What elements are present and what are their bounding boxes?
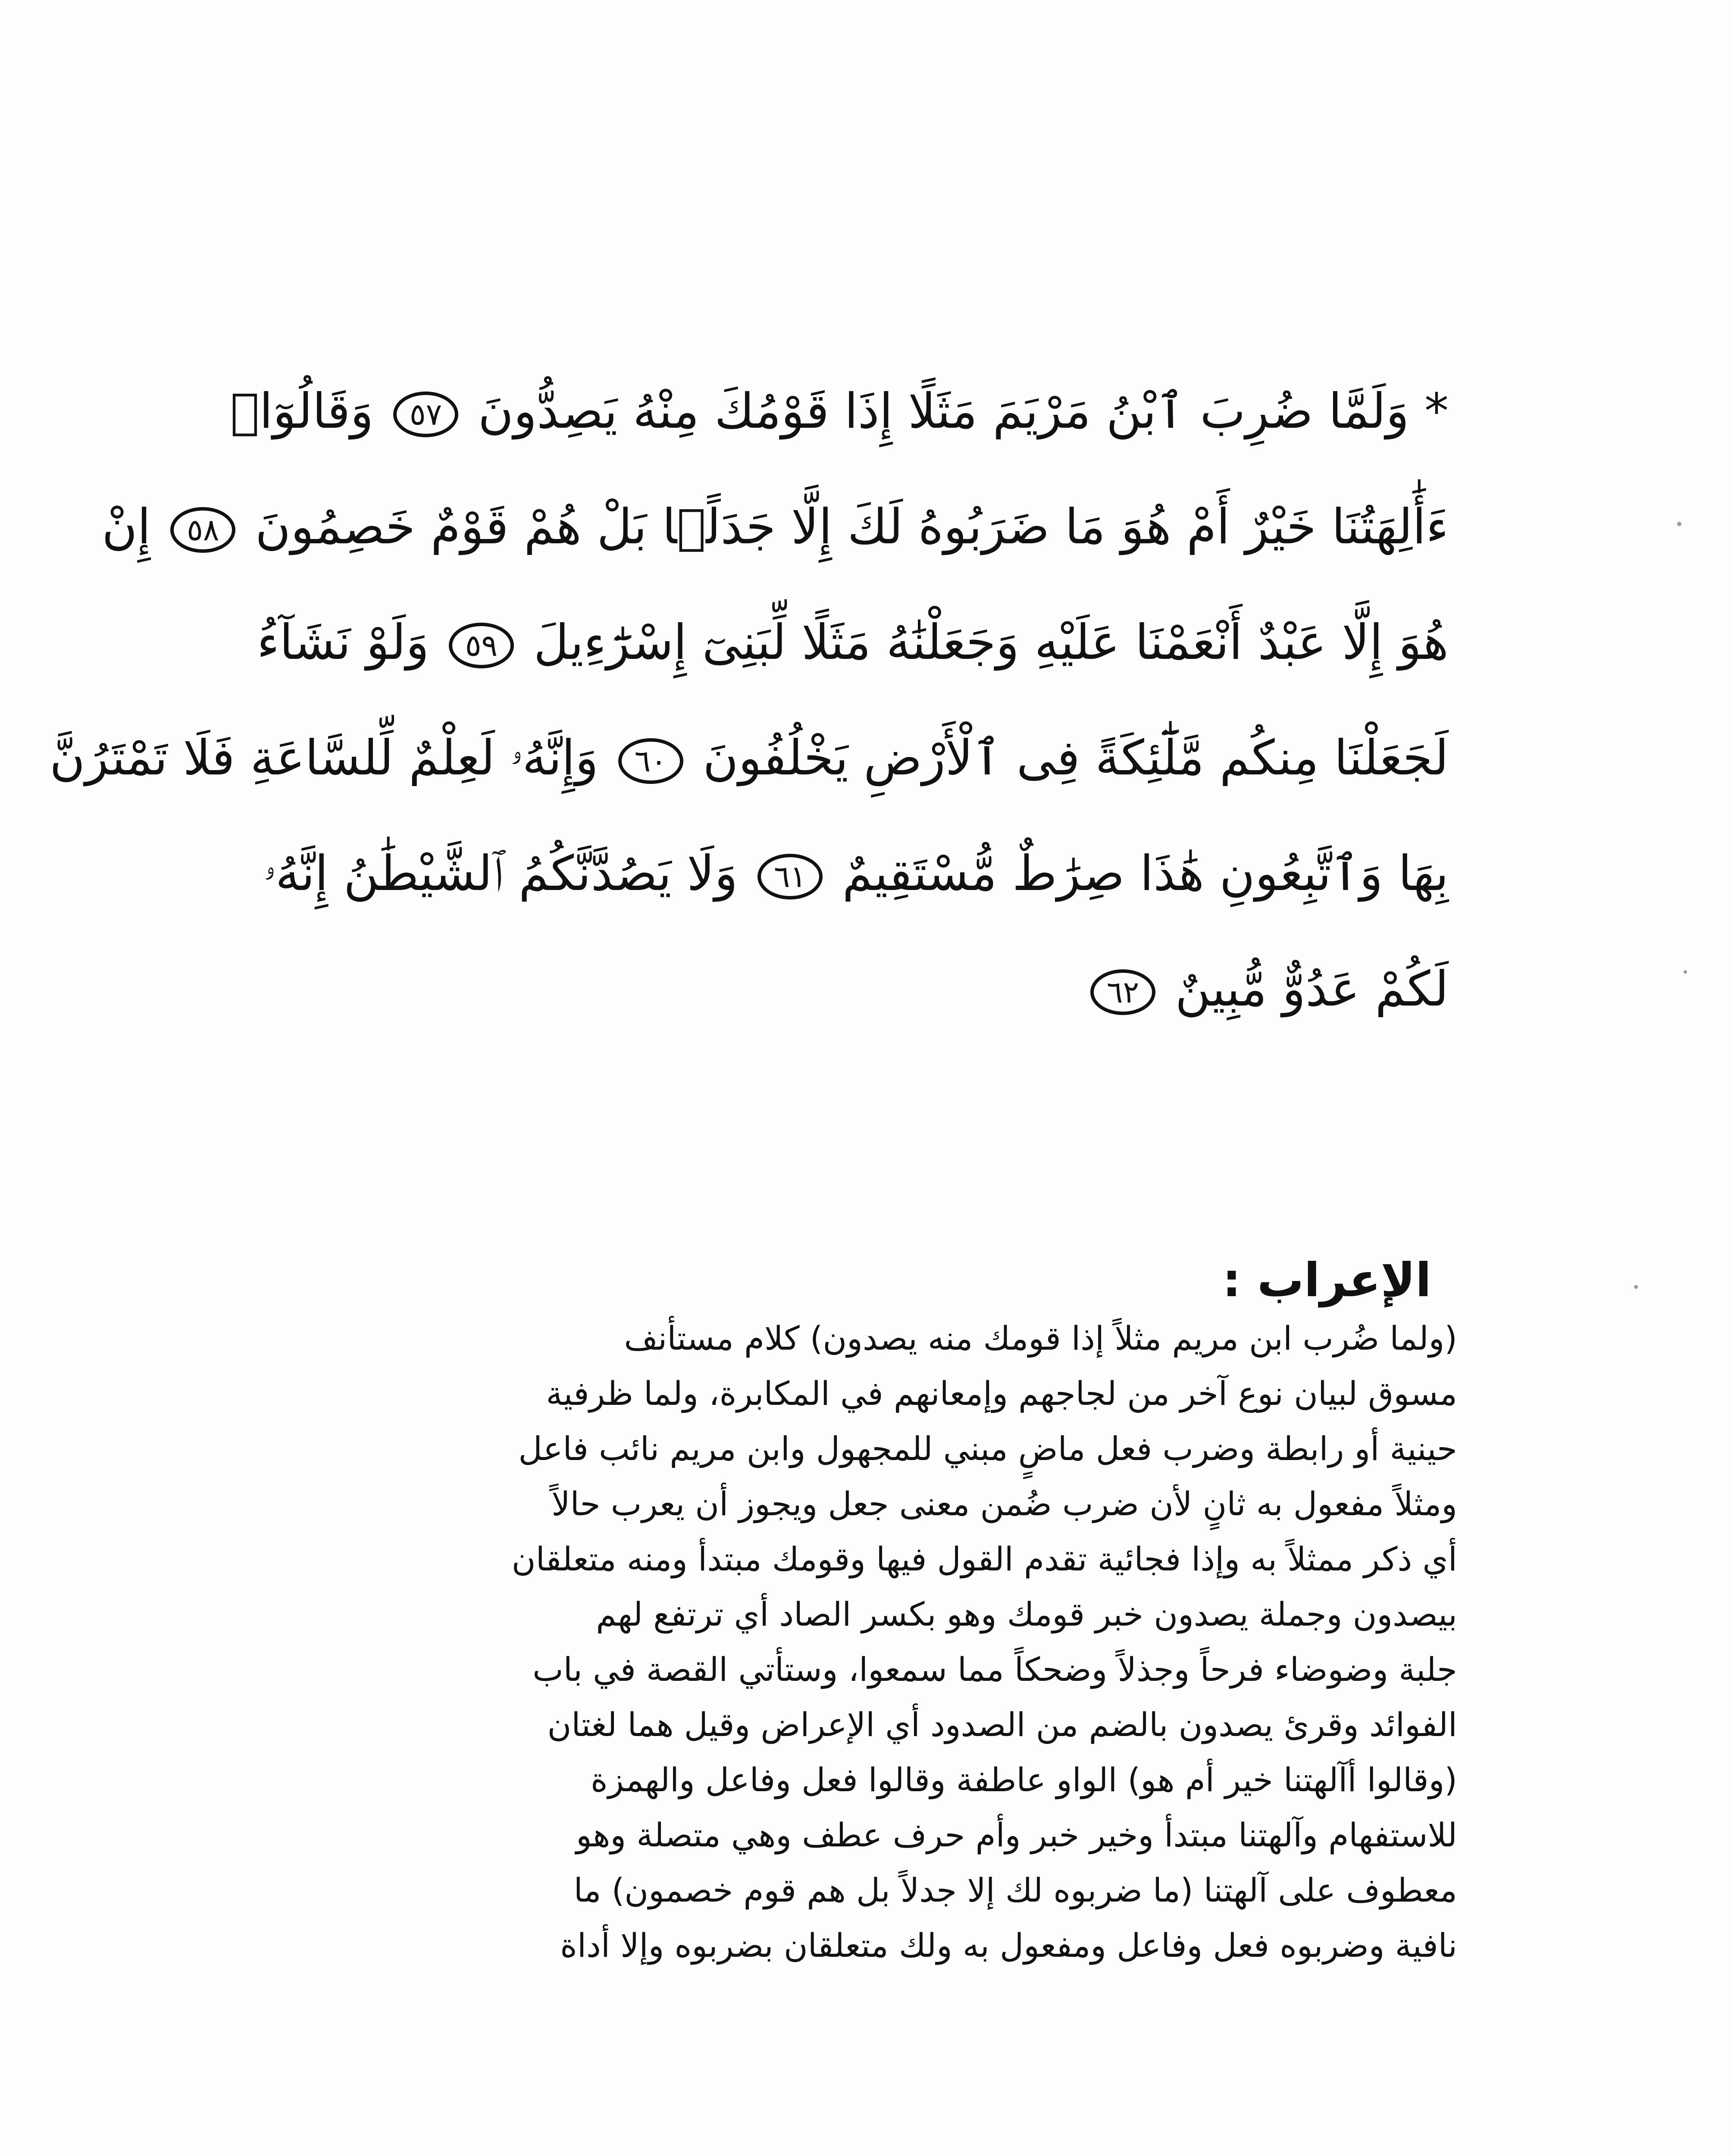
verse-text: * وَلَمَّا ضُرِبَ ٱبْنُ مَرْيَمَ مَثَلًا إِذَا قَوْمُكَ مِنْهُ يَصِدُّونَ	[478, 383, 1449, 439]
section-heading: الإعراب :	[1222, 1253, 1431, 1307]
ayah-number-marker: ٥٧	[393, 392, 458, 437]
scan-speck	[1634, 1285, 1638, 1289]
verse-text: لَجَعَلْنَا مِنكُم مَّلَٰٓئِكَةً فِى ٱلْأَرْضِ يَخْلُفُونَ	[703, 730, 1449, 786]
verse-text: وَلَوْ نَشَآءُ	[257, 614, 429, 671]
verse-line	[259, 816, 1449, 931]
verse-text: وَقَالُوٓا۟	[230, 383, 374, 439]
verse-text: ءَأَٰلِهَتُنَا خَيْرٌ أَمْ هُوَ مَا ضَرَبُوهُ لَكَ إِلَّا جَدَلًۢا بَلْ هُمْ قَوْمٌ خَصِمُونَ	[255, 499, 1449, 555]
scan-speck	[1677, 522, 1681, 526]
verse-text: إِنْ	[102, 499, 151, 555]
verse-text: وَلَا يَصُدَّنَّكُمُ ٱلشَّيْطَٰنُ إِنَّهُۥ	[263, 846, 738, 902]
quran-verses-block	[50, 354, 1449, 1047]
text-line: نافية وضربوه فعل وفاعل ومفعول به ولك متعلقان بضربوه وإلا أداة	[560, 1926, 1457, 1965]
ayah-number-marker: ٦١	[758, 854, 823, 899]
text-line: معطوف على آلهتنا (ما ضربوه لك إلا جدلاً بل هم قوم خصمون) ما	[573, 1871, 1457, 1909]
scan-speck	[1684, 970, 1687, 974]
text-line: للاستفهام وآلهتنا مبتدأ وخير خبر وأم حرف عطف وهي متصلة وهو	[576, 1816, 1457, 1854]
text-line: مسوق لبيان نوع آخر من لجاجهم وإمعانهم في المكابرة، ولما ظرفية	[546, 1374, 1457, 1413]
verse-line	[50, 700, 1449, 816]
text-line: ومثلاً مفعول به ثانٍ لأن ضرب ضُمن معنى جعل ويجوز أن يعرب حالاً	[551, 1485, 1457, 1523]
verse-text: وَإِنَّهُۥ لَعِلْمٌ لِّلسَّاعَةِ فَلَا تَمْتَرُنَّ	[50, 730, 598, 786]
text-line: أي ذكر ممثلاً به وإذا فجائية تقدم القول فيها وقومك مبتدأ ومنه متعلقان	[511, 1540, 1457, 1578]
ayah-number-marker: ٦٠	[618, 738, 683, 784]
verse-text: بِهَا وَٱتَّبِعُونِ هَٰذَا صِرَٰطٌ مُّسْتَقِيمٌ	[842, 846, 1449, 902]
verse-line	[259, 931, 1449, 1047]
verse-line	[102, 469, 1449, 585]
text-line: حينية أو رابطة وضرب فعل ماضٍ مبني للمجهول وابن مريم نائب فاعل	[518, 1429, 1457, 1468]
ayah-number-marker: ٥٨	[170, 507, 235, 553]
verse-text: هُوَ إِلَّا عَبْدٌ أَنْعَمْنَا عَلَيْهِ وَجَعَلْنَٰهُ مَثَلًا لِّبَنِىٓ إِسْرَٰٓءِيلَ	[533, 614, 1449, 671]
verse-text: لَكُمْ عَدُوٌّ مُّبِينٌ	[1175, 961, 1449, 1017]
text-line: (ولما ضُرب ابن مريم مثلاً إذا قومك منه يصدون) كلام مستأنف	[624, 1319, 1457, 1357]
ayah-number-marker: ٦٢	[1090, 969, 1155, 1015]
text-line: الفوائد وقرئ يصدون بالضم من الصدود أي الإعراض وقيل هما لغتان	[547, 1705, 1457, 1744]
ayah-number-marker: ٥٩	[449, 623, 514, 668]
verse-line	[259, 585, 1449, 700]
verse-line	[230, 354, 1449, 469]
text-line: بيصدون وجملة يصدون خبر قومك وهو بكسر الصاد أي ترتفع لهم	[596, 1595, 1457, 1633]
grammar-analysis-text	[293, 1311, 1457, 1973]
text-line: (وقالوا أآلهتنا خير أم هو) الواو عاطفة وقالوا فعل وفاعل والهمزة	[591, 1761, 1457, 1799]
text-line: جلبة وضوضاء فرحاً وجذلاً وضحكاً مما سمعوا، وستأتي القصة في باب	[532, 1650, 1457, 1689]
